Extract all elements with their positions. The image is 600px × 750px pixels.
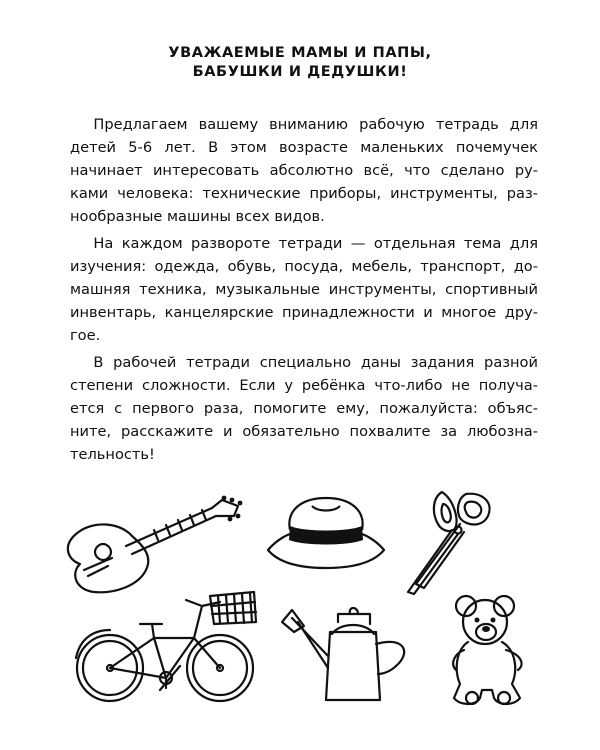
text-line: инвентарь, канцелярские принадлежности и многое дру- [70, 304, 538, 321]
text-line: гое. [70, 327, 101, 344]
text-line: изучения: одежда, обувь, посуда, мебель, транспорт, до- [70, 258, 538, 275]
text-line: ните, расскажите и обязательно похвалите за любозна- [70, 423, 538, 440]
text-line: степени сложности. Если у ребёнка что-либо не получа- [70, 377, 538, 394]
text-line: детей 5-6 лет. В этом возрасте маленьких почемучек [70, 139, 538, 156]
text-line: На каждом развороте тетради — отдельная тема для [93, 235, 538, 252]
text-line: ется с первого раза, помогите ему, пожалуйста: объяс- [70, 400, 538, 417]
paragraph-topics [70, 232, 538, 347]
text-line: ками человека: технические приборы, инструменты, раз- [70, 185, 538, 202]
bicycle-icon [70, 586, 266, 706]
text-line: В рабочей тетради специально даны задания разной [93, 354, 538, 371]
title-line-2: БАБУШКИ И ДЕДУШКИ! [192, 64, 408, 80]
text-line: начинает интересовать абсолютно всё, что сделано ру- [70, 162, 538, 179]
paragraph-intro [70, 113, 538, 228]
text-line: Предлагаем вашему вниманию рабочую тетрадь для [93, 116, 538, 133]
text-line: нообразные машины всех видов. [70, 208, 325, 225]
teddy-bear-icon [446, 594, 530, 708]
page-title [0, 44, 600, 82]
text-line: машняя техника, музыкальные инструменты, спортивный [70, 281, 538, 298]
text-line: тельность! [70, 446, 155, 463]
paragraph-difficulty [70, 351, 538, 466]
title-line-1: УВАЖАЕМЫЕ МАМЫ И ПАПЫ, [168, 45, 432, 61]
scissors-icon [402, 488, 502, 598]
watering-can-icon [278, 596, 418, 706]
hat-icon [264, 494, 389, 574]
